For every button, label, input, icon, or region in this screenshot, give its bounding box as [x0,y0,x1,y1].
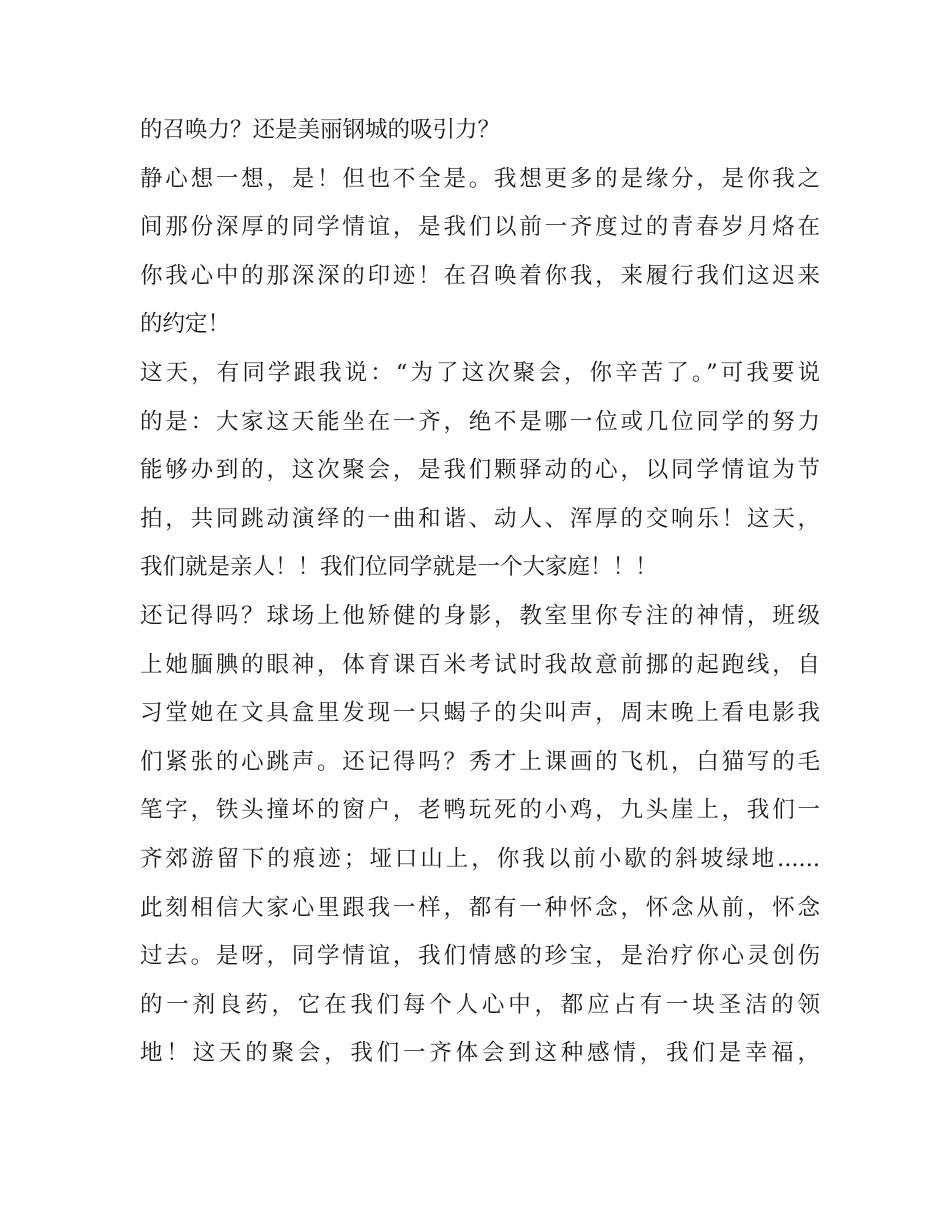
text-line: 的召唤力？还是美丽钢城的吸引力？ [140,117,501,143]
text-line: 拍，共同跳动演绎的一曲和谐、动人、浑厚的交响乐！这天， [140,505,820,532]
text-line: 笔字，铁头撞坏的窗户，老鸭玩死的小鸡，九头崖上，我们一 [140,797,820,824]
text-line: 静心想一想，是！但也不全是。我想更多的是缘分，是你我之 [140,165,820,192]
text-line: 能够办到的，这次聚会，是我们颗驿动的心，以同学情谊为节 [140,457,820,484]
text-line: 的约定！ [140,311,231,338]
text-line: 你我心中的那深深的印迹！在召唤着你我，来履行我们这迟来 [140,262,820,289]
text-line: 的是：大家这天能坐在一齐，绝不是哪一位或几位同学的努力 [140,408,820,435]
text-line: 上她腼腆的眼神，体育课百米考试时我故意前挪的起跑线，自 [140,651,820,678]
text-line: 的一剂良药，它在我们每个人心中，都应占有一块圣洁的领 [140,991,820,1018]
text-line: 齐郊游留下的痕迹；垭口山上，你我以前小歇的斜坡绿地...... [140,845,820,872]
text-line: 这天，有同学跟我说：“为了这次聚会，你辛苦了。”可我要说 [140,359,820,386]
text-line: 们紧张的心跳声。还记得吗？秀才上课画的飞机，白猫写的毛 [140,748,820,775]
body-text [140,106,820,1078]
text-line: 间那份深厚的同学情谊，是我们以前一齐度过的青春岁月烙在 [140,214,820,241]
text-line: 我们就是亲人！！我们位同学就是一个大家庭！！！ [140,554,658,581]
text-line: 习堂她在文具盒里发现一只蝎子的尖叫声，周末晚上看电影我 [140,700,820,727]
text-line: 此刻相信大家心里跟我一样，都有一种怀念，怀念从前，怀念 [140,894,820,921]
text-line: 还记得吗？球场上他矫健的身影，教室里你专注的神情，班级 [140,602,820,629]
text-line: 过去。是呀，同学情谊，我们情感的珍宝，是治疗你心灵创伤 [140,943,820,970]
text-line: 地！这天的聚会，我们一齐体会到这种感情，我们是幸福， [140,1040,820,1067]
